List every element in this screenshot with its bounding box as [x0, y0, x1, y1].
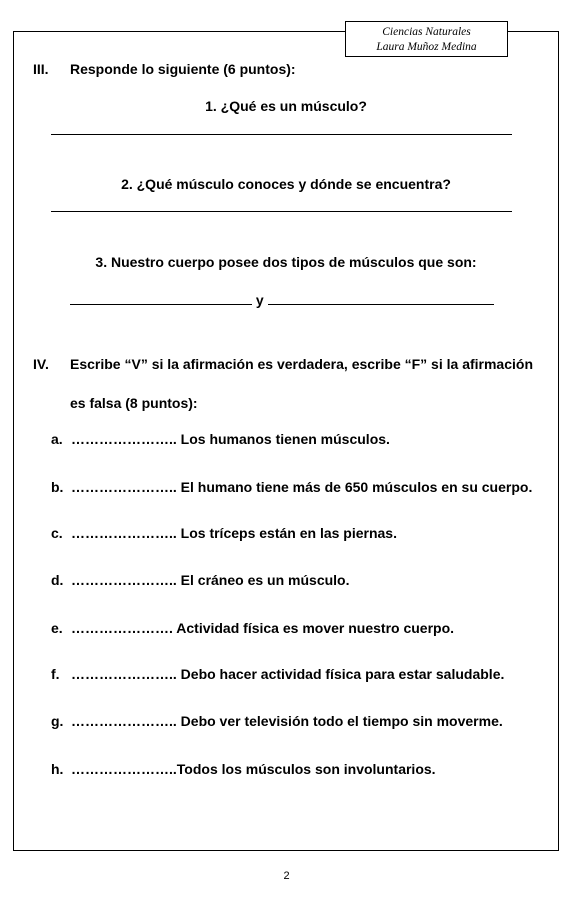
- header-box: [345, 21, 508, 57]
- item-d-letter: d.: [51, 572, 64, 588]
- section-4-instructions-line2: es falsa (8 puntos):: [70, 395, 198, 411]
- item-f-statement[interactable]: ………………….. Debo hacer actividad física para estar saludable.: [71, 666, 505, 682]
- subject-name: Ciencias Naturales: [382, 26, 471, 38]
- item-h-letter: h.: [51, 761, 64, 777]
- item-e-statement[interactable]: …………………. Actividad física es mover nuestro cuerpo.: [71, 620, 455, 636]
- item-e-letter: e.: [51, 620, 63, 636]
- page-number: 2: [283, 870, 290, 882]
- section-3-title: Responde lo siguiente (6 puntos):: [70, 61, 296, 77]
- section-3-numeral: III.: [33, 61, 49, 77]
- item-f-letter: f.: [51, 666, 60, 682]
- item-c-letter: c.: [51, 525, 63, 541]
- question-2: 2. ¿Qué músculo conoces y dónde se encuentra?: [121, 176, 451, 192]
- question-1: 1. ¿Qué es un músculo?: [205, 98, 367, 114]
- item-b-letter: b.: [51, 479, 64, 495]
- item-h-statement[interactable]: …………………..Todos los músculos son involuntarios.: [71, 761, 436, 777]
- item-d-statement[interactable]: ………………….. El cráneo es un músculo.: [71, 572, 350, 588]
- item-b-statement[interactable]: ………………….. El humano tiene más de 650 músculos en su cuerpo.: [71, 479, 533, 495]
- question-3-answers: [70, 290, 494, 309]
- item-g-letter: g.: [51, 713, 64, 729]
- item-a-letter: a.: [51, 431, 63, 447]
- answer-line-1[interactable]: [51, 134, 512, 135]
- teacher-name: Laura Muñoz Medina: [376, 41, 477, 53]
- answer-blank-1[interactable]: [70, 290, 252, 305]
- item-a-statement[interactable]: ………………….. Los humanos tienen músculos.: [71, 431, 390, 447]
- connector-y: y: [255, 292, 264, 308]
- item-c-statement[interactable]: ………………….. Los tríceps están en las piernas.: [71, 525, 397, 541]
- answer-line-2[interactable]: [51, 211, 512, 212]
- item-g-statement[interactable]: ………………….. Debo ver televisión todo el tiempo sin moverme.: [71, 713, 503, 729]
- answer-blank-2[interactable]: [268, 290, 494, 305]
- question-3: 3. Nuestro cuerpo posee dos tipos de músculos que son:: [95, 254, 477, 270]
- section-4-numeral: IV.: [33, 356, 49, 372]
- section-4-instructions-line1: Escribe “V” si la afirmación es verdadera, escribe “F” si la afirmación: [70, 356, 533, 372]
